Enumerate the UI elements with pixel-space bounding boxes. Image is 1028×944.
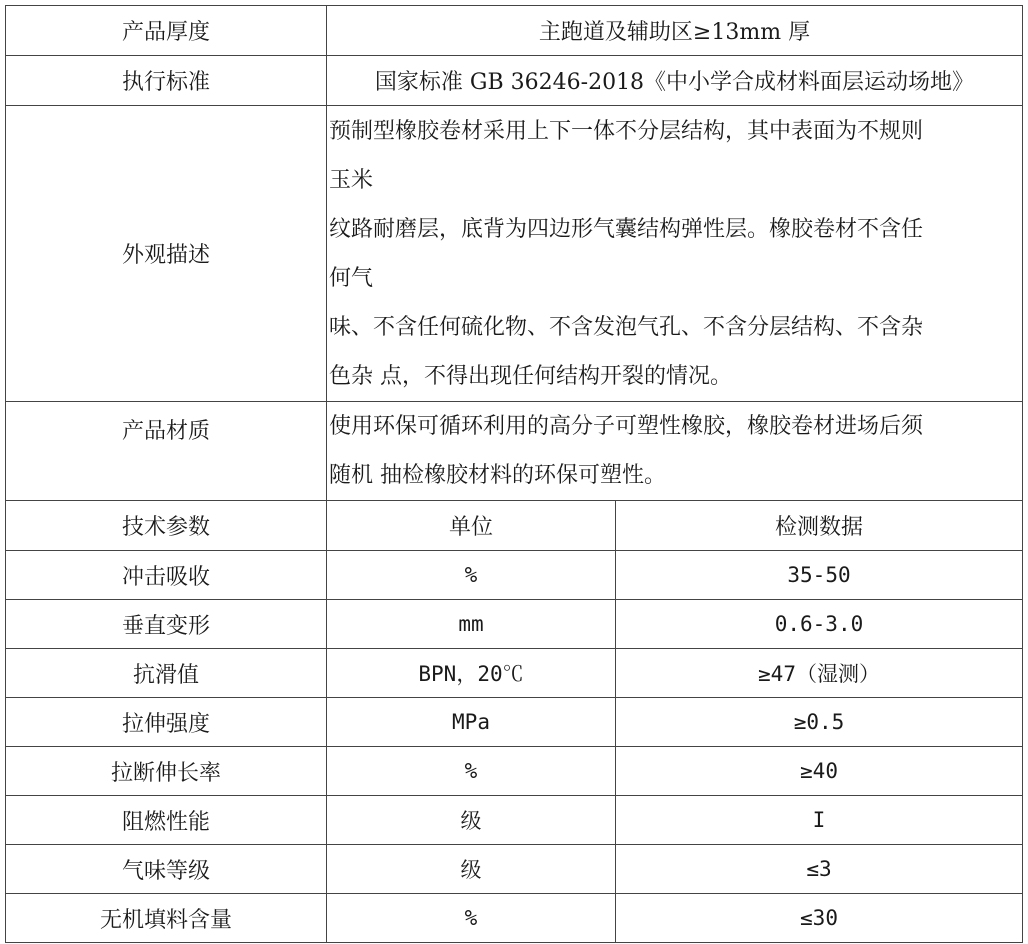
- table-row: [6, 698, 1023, 747]
- table-row: [6, 796, 1023, 845]
- text-line: 何气: [329, 265, 374, 291]
- spec-label: 执行标准: [6, 56, 327, 106]
- spec-value: [327, 402, 1023, 501]
- param-name: 气味等级: [6, 845, 327, 894]
- param-unit: %: [327, 551, 616, 600]
- spec-table: [5, 5, 1023, 943]
- text-line: 使用环保可循环利用的高分子可塑性橡胶，橡胶卷材进场后须: [329, 414, 924, 439]
- column-header: 技术参数: [6, 501, 327, 551]
- text-line: 随机 抽检橡胶材料的环保可塑性。: [329, 463, 666, 488]
- params-header: [6, 501, 1023, 551]
- table-row: [6, 894, 1023, 943]
- param-value: ≥0.5: [616, 698, 1023, 747]
- spec-label: 产品材质: [6, 402, 327, 501]
- column-header: 单位: [327, 501, 616, 551]
- param-unit: 级: [327, 796, 616, 845]
- param-value: ≥47（湿测）: [616, 649, 1023, 698]
- param-name: 垂直变形: [6, 600, 327, 649]
- column-header: 检测数据: [616, 501, 1023, 551]
- spec-value: [327, 106, 1023, 402]
- param-name: 拉断伸长率: [6, 747, 327, 796]
- spec-label: 产品厚度: [6, 6, 327, 56]
- table-row: [6, 845, 1023, 894]
- spec-row-appearance: [6, 106, 1023, 402]
- spec-value: 国家标准 GB 36246-2018《中小学合成材料面层运动场地》: [327, 56, 1023, 106]
- param-value: ≤3: [616, 845, 1023, 894]
- table-row: [6, 600, 1023, 649]
- text-line: 纹路耐磨层，底背为四边形气囊结构弹性层。橡胶卷材不含任: [329, 216, 924, 242]
- param-value: I: [616, 796, 1023, 845]
- text-line: 色杂 点，不得出现任何结构开裂的情况。: [329, 363, 732, 389]
- param-unit: MPa: [327, 698, 616, 747]
- table-row: [6, 649, 1023, 698]
- param-unit: %: [327, 894, 616, 943]
- param-name: 无机填料含量: [6, 894, 327, 943]
- param-name: 抗滑值: [6, 649, 327, 698]
- param-unit: 级: [327, 845, 616, 894]
- param-name: 阻燃性能: [6, 796, 327, 845]
- spec-row-material: [6, 402, 1023, 501]
- param-value: 0.6-3.0: [616, 600, 1023, 649]
- param-unit: BPN，20℃: [327, 649, 616, 698]
- text-line: 味、不含任何硫化物、不含发泡气孔、不含分层结构、不含杂: [329, 314, 924, 340]
- param-unit: %: [327, 747, 616, 796]
- param-value: ≥40: [616, 747, 1023, 796]
- spec-row-thickness: [6, 6, 1023, 56]
- param-name: 拉伸强度: [6, 698, 327, 747]
- text-line: 预制型橡胶卷材采用上下一体不分层结构，其中表面为不规则: [329, 118, 924, 144]
- spec-value: 主跑道及辅助区≥13mm 厚: [327, 6, 1023, 56]
- spec-label: 外观描述: [6, 106, 327, 402]
- param-unit: mm: [327, 600, 616, 649]
- text-line: 玉米: [329, 167, 374, 193]
- param-value: 35-50: [616, 551, 1023, 600]
- table-row: [6, 551, 1023, 600]
- table-row: [6, 747, 1023, 796]
- param-name: 冲击吸收: [6, 551, 327, 600]
- spec-row-standard: [6, 56, 1023, 106]
- param-value: ≤30: [616, 894, 1023, 943]
